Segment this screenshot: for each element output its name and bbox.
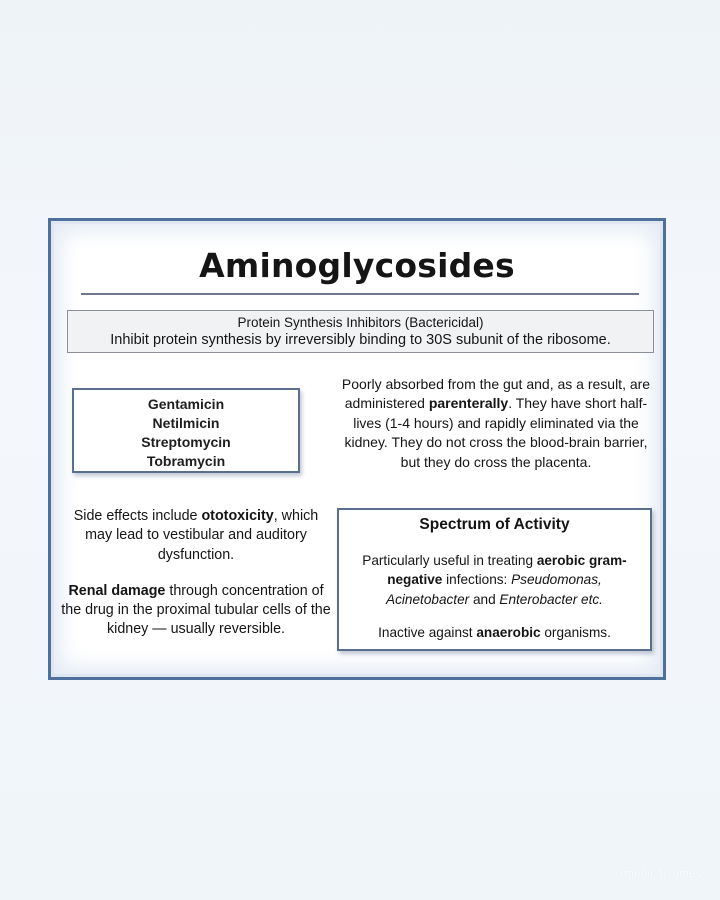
spectrum-organisms-2: Enterobacter etc. xyxy=(499,591,603,607)
renal-part2: through concentration of the drug in the proximal tubular cells of the kidney — usually reversible. xyxy=(61,583,331,638)
pharmacokinetics-text xyxy=(341,375,651,472)
pk-emphasis: parenterally xyxy=(428,395,509,412)
mechanism-heading: Protein Synthesis Inhibitors (Bactericidal) xyxy=(237,315,484,330)
inactive-post: organisms. xyxy=(540,624,611,640)
inactive-pre: Inactive against xyxy=(378,624,477,640)
watermark: @medical_notes xyxy=(612,868,702,880)
side-effects-part2: , which may lead to vestibular and auditory dysfunction. xyxy=(85,508,319,563)
spectrum-mid: infections: xyxy=(442,572,512,588)
drug-item-gentamicin: Gentamicin xyxy=(147,396,225,412)
spectrum-title: Spectrum of Activity xyxy=(419,516,570,533)
spectrum-text xyxy=(339,551,650,609)
renal-damage-text xyxy=(61,582,331,639)
side-effects-emphasis: ototoxicity xyxy=(201,508,274,524)
title-divider xyxy=(81,293,639,295)
drug-list-box xyxy=(72,388,300,473)
spectrum-intro: Particularly useful in treating xyxy=(362,553,537,568)
pk-text-part2: . They have short half-lives (1-4 hours) and rapidly eliminated via the kidney. They do not cross the blood-brain barrier, but they do cross the placenta. xyxy=(344,395,648,470)
spectrum-organisms-1: Pseudomonas, Acinetobacter xyxy=(386,572,602,607)
drug-item-streptomycin: Streptomycin xyxy=(141,434,231,450)
side-effects-part1: Side effects include xyxy=(73,508,202,524)
spectrum-box xyxy=(337,508,652,651)
mechanism-box xyxy=(67,310,654,353)
mechanism-text: Inhibit protein synthesis by irreversibly binding to 30S subunit of the ribosome. xyxy=(110,332,611,348)
pk-text-part1: Poorly absorbed from the gut and, as a result, are administered xyxy=(341,376,651,412)
side-effects-text xyxy=(61,507,331,565)
inactive-emphasis: anaerobic xyxy=(476,624,541,640)
page-title: Aminoglycosides xyxy=(199,246,515,285)
drug-item-netilmicin: Netilmicin xyxy=(152,415,220,431)
drug-item-tobramycin: Tobramycin xyxy=(146,453,226,469)
spectrum-inactive-text xyxy=(339,623,650,642)
aminoglycosides-card xyxy=(48,218,666,680)
spectrum-emphasis: aerobic gram-negative xyxy=(387,553,627,588)
spectrum-and: and xyxy=(469,591,500,607)
renal-emphasis: Renal damage xyxy=(68,583,166,599)
